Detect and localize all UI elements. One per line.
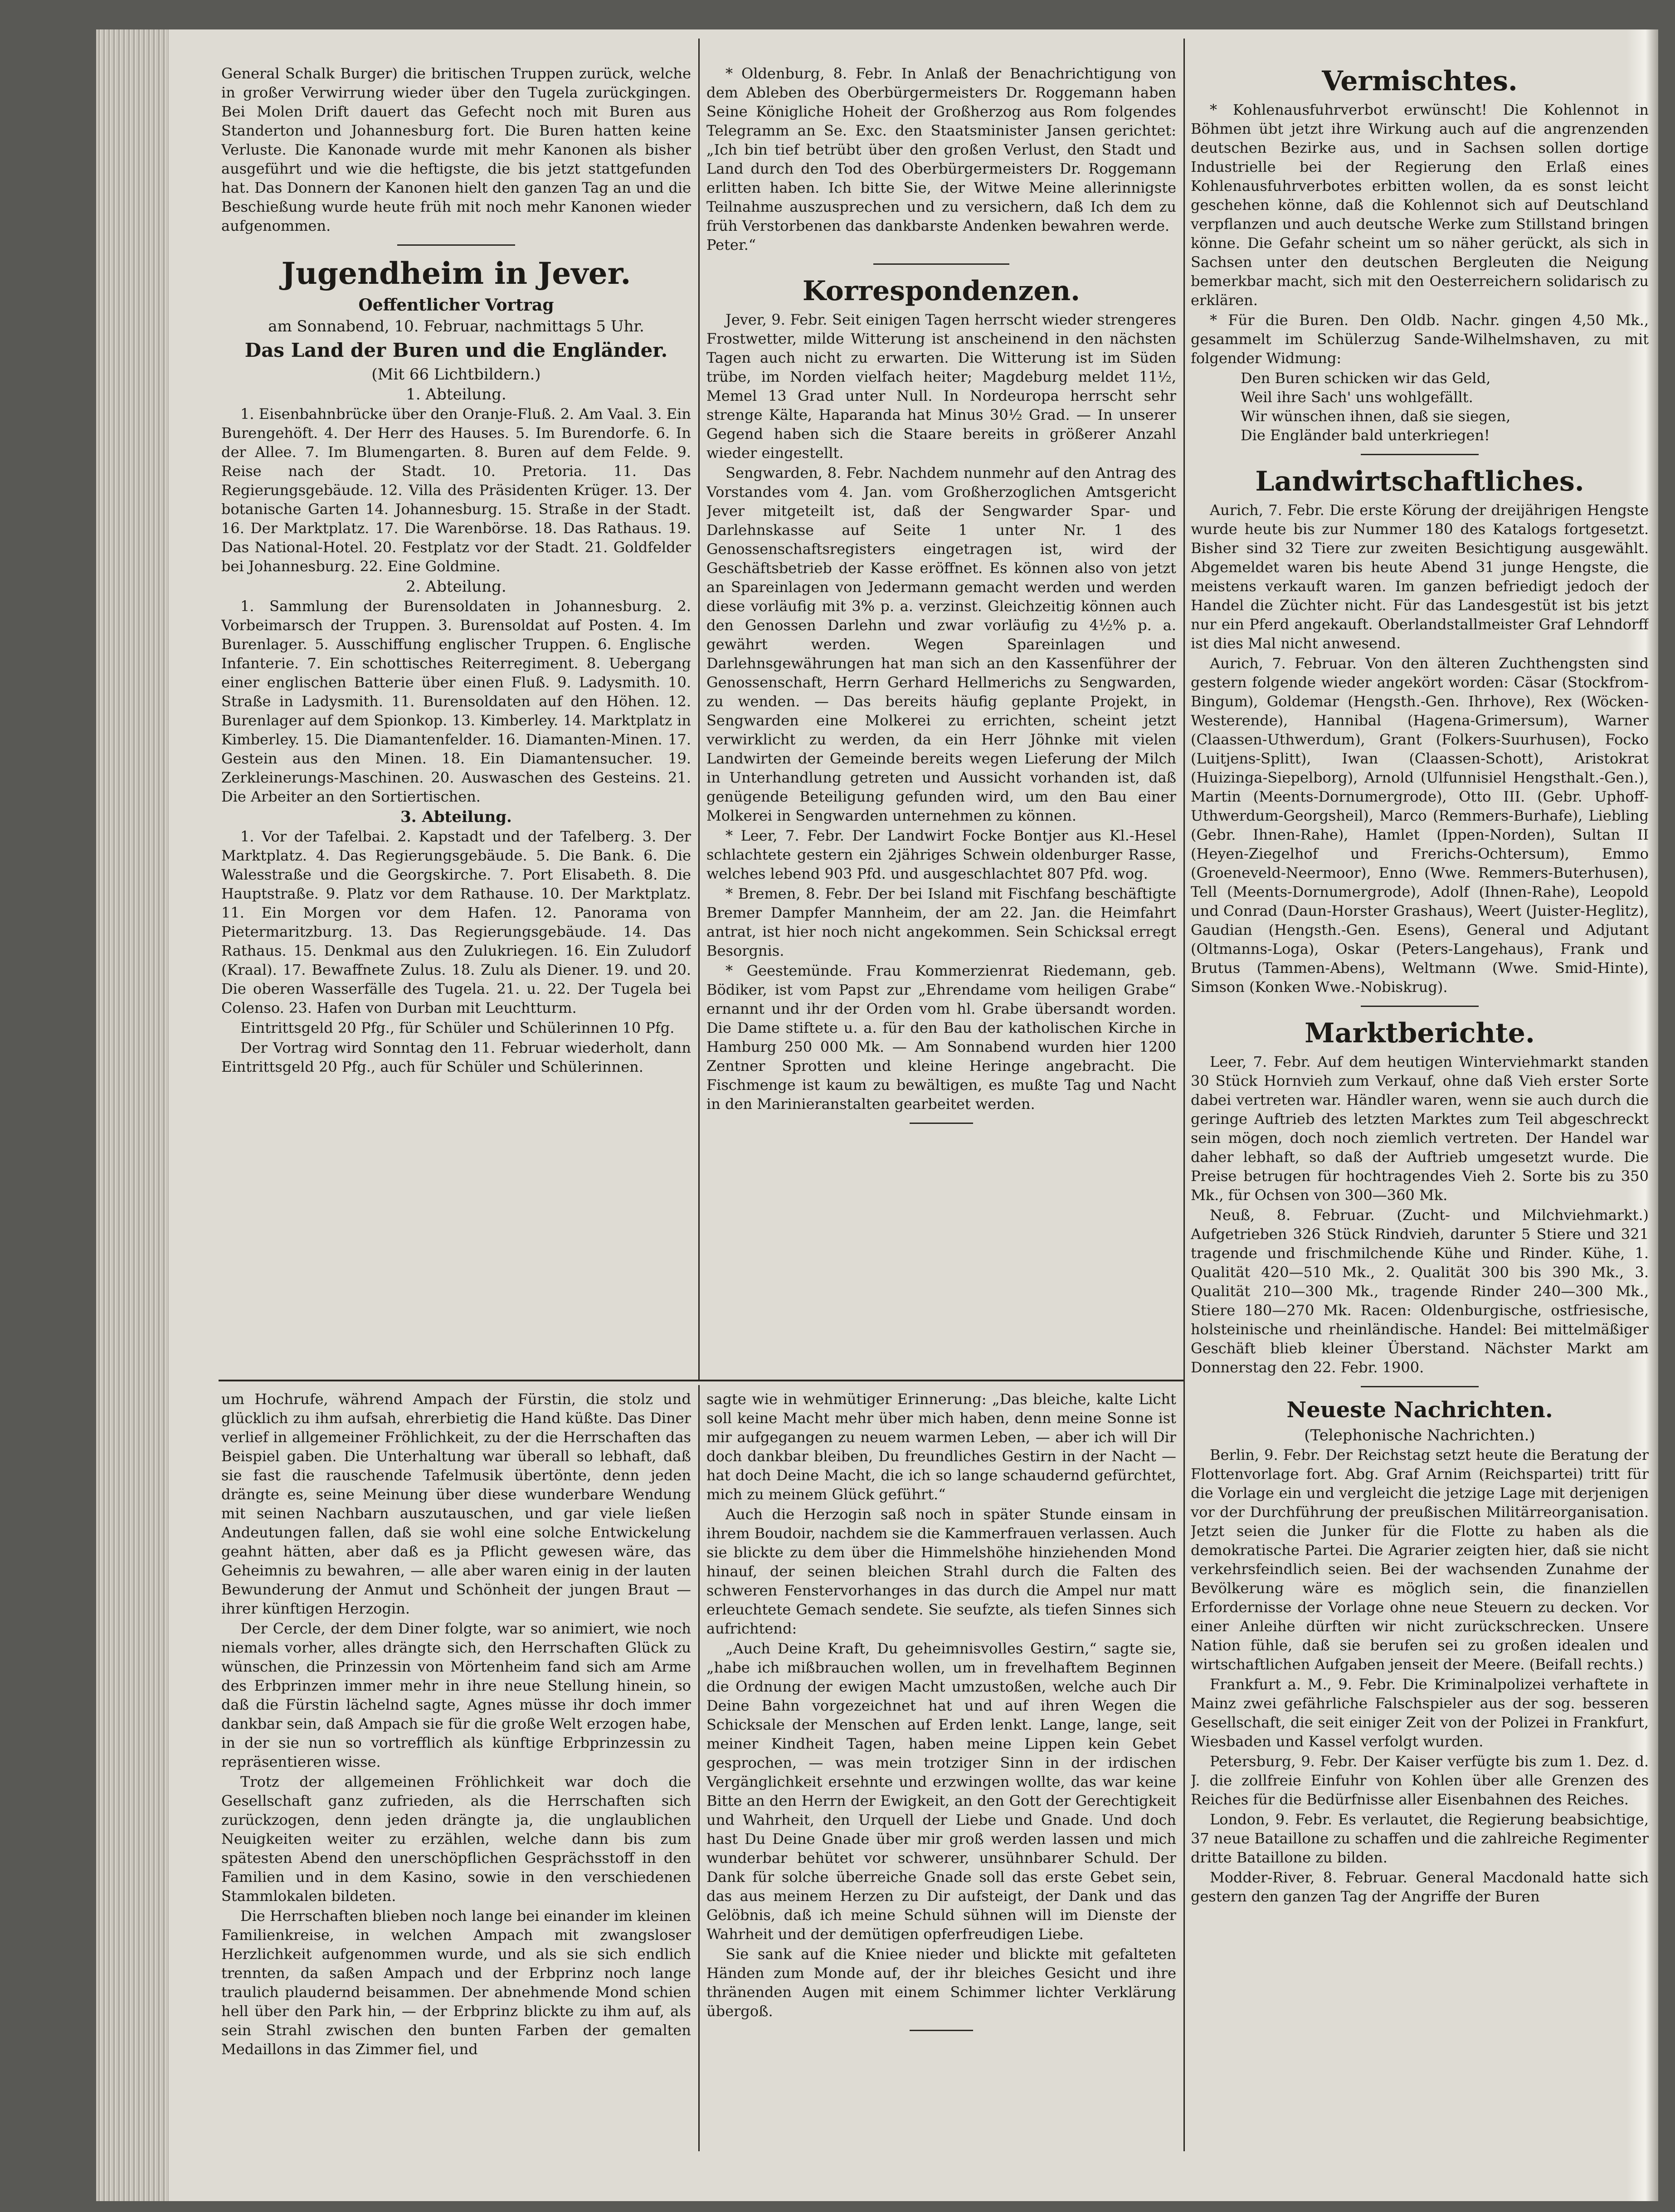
leer-markt-text: Leer, 7. Febr. Auf dem heutigen Winterviehmarkt standen 30 Stück Hornvieh zum Verkauf, ohne daß Vieh erster Sorte dabei vertreten war. Händler waren, wenn sie auch durch die geringe Auftrieb des letzten Marktes zum Teil abgeschreckt sein mögen, doch noch ziemlich vertreten. Der Handel war daher lebhaft, so daß der Auftrieb umgesetzt wurde. Die Preise betrugen für hochtragendes Vieh 2. Sorte bis zu 350 Mk., für Ochsen von 300—360 Mk. — [1191, 1053, 1649, 1204]
war-report-text: General Schalk Burger) die britischen Truppen zurück, welche in großer Verwirrung wieder über den Tugela zurückgingen. Bei Molen Drift dauert das Gefecht noch mit Buren aus Standerton und Johannesburg fort. Die Buren hatten keine Verluste. Die Kanonade wurde mit mehr Kanonen als bisher ausgeführt und wie die heftigste, die bis jetzt stattgefunden hat. Das Donnern der Kanonen hielt den ganzen Tag an und die Beschießung wurde heute früh mit noch mehr Kanonen wieder aufgenommen. — [221, 65, 691, 234]
separator — [910, 1123, 973, 1124]
vortrag-heading: Oeffentlicher Vortrag — [358, 296, 554, 315]
buren-verse: Den Buren schicken wir das Geld, Weil ihre Sach' uns wohlgefällt. Wir wünschen ihnen, daß sie siegen, Die Engländer bald unterkriegen! — [1241, 369, 1511, 444]
modder-river-text: Modder-River, 8. Februar. General Macdonald hatte sich gestern den ganzen Tag der Angriffe der Buren — [1191, 1869, 1649, 1905]
kohlen-text: * Kohlenausfuhrverbot erwünscht! Die Kohlennot in Böhmen übt jetzt ihre Wirkung auch auf die angrenzenden deutschen Bezirke aus, und in Sachsen sollen dortige Industrielle bei der Regierung den Erlaß eines Kohlenausfuhrverbotes erbitten wollen, da es sonst leicht geschehen könne, daß die Kohlennot sich auf Deutschland verpflanzen und auch deutsche Werke zum Stillstand bringen könne. Die Gefahr scheint um so näher gerückt, als sich in Sachsen unter den deutschen Bergleuten die Neigung bemerkbar macht, sich mit den Oesterreichern solidarisch zu erklären. — [1191, 101, 1649, 309]
london-text: London, 9. Febr. Es verlautet, die Regierung beabsichtige, 37 neue Bataillone zu schaffen und die zahlreiche Regimenter dritte Bataillone zu bilden. — [1191, 1811, 1649, 1866]
aurich-2-text: Aurich, 7. Februar. Von den älteren Zuchthengsten sind gestern folgende wieder angekört worden: Cäsar (Stockfrom-Bingum), Goldemar (Hengsth.-Gen. Ihrhove), Rex (Wöcken-Westerende), Hannibal (Hagena-Grimersum), Warner (Claassen-Uthwerdum), Grant (Folkers-Suurhusen), Focko (Luitjens-Splitt), Iwan (Claassen-Schott), Aristokrat (Huizinga-Siepelborg), Arnold (Ulfunnisiel Hengsthalt.-Gen.), Martin (Meents-Dornumergrode), Otto III. (Gebr. Uphoff-Uthwerdum-Georgsheil), Marco (Remmers-Burhafe), Liebling (Gebr. Ihnen-Rahe), Hamlet (Ippen-Norden), Sultan II (Heyen-Ziegelhof und Frerichs-Ochtersum), Emmo (Groeneveld-Neermoor), Enno (Wwe. Remmers-Buterhusen), Tell (Meents-Dornumergrode), Adolf (Ihnen-Rahe), Leopold und Conrad (Daun-Horster Grashaus), Weert (Juister-Heglitz), Gaudian (Hengsth.-Gen. Esens), General und Adjutant (Oltmanns-Loga), Oskar (Peters-Langehaus), Frank und Brutus (Tammen-Abens), Weltmann (Wwe. Smid-Hinte), Simson (Konken Wwe.-Nobiskrug). — [1191, 655, 1649, 996]
jugendheim-title: Jugendheim in Jever. — [281, 256, 631, 291]
buren-text: * Für die Buren. Den Oldb. Nachr. gingen 4,50 Mk., gesammelt im Schülerzug Sande-Wilhelmshaven, zu mit folgender Widmung: — [1191, 311, 1649, 367]
neueste-subtitle: (Telephonische Nachrichten.) — [1304, 1426, 1535, 1444]
separator — [397, 244, 515, 246]
feuilleton-column-1 — [221, 1390, 691, 2156]
vermischtes-title: Vermischtes. — [1322, 65, 1518, 97]
page-edge-stack — [96, 29, 169, 2201]
abteilung-3-heading: 3. Abteilung. — [400, 808, 512, 826]
feuilleton-paragraph: um Hochrufe, während Ampach der Fürstin, die stolz und glücklich zu ihm aufsah, ehrerbietig die Hand küßte. Das Diner verlief in allgemeiner Fröhlichkeit, zu der die Herrschaften das Beispiel gaben. Die Unterhaltung war überall so lebhaft, daß sie fast die rauschende Tafelmusik übertönte, denn jeden drängte es, seine Meinung über diese wunderbare Wendung mit seinen Nachbarn auszutauschen, und gar viele ließen Andeutungen fallen, daß sie wohl eine solche Entwickelung geahnt hätten, aber daß es ja Pflicht gewesen wäre, das Geheimnis zu bewahren, — alle aber waren einig in der lauten Bewunderung der Anmut und Schönheit der jungen Braut — ihrer künftigen Herzogin. — [221, 1390, 691, 1617]
feuilleton-paragraph: Auch die Herzogin saß noch in später Stunde einsam in ihrem Boudoir, nachdem sie die Kammerfrauen verlassen. Auch sie blickte zu dem über die Himmelshöhe hinziehenden Mond hinauf, der seinen bleichen Strahl durch die Falten des schweren Fenstervorhanges in das durch die Ampel nur matt erleuchtete Gemach sendete. Sie seufzte, als tiefen Sinnes sich aufrichtend: — [706, 1506, 1176, 1637]
korrespondenzen-title: Korrespondenzen. — [802, 275, 1081, 307]
separator — [873, 263, 1009, 265]
frankfurt-text: Frankfurt a. M., 9. Febr. Die Kriminalpolizei verhaftete in Mainz zwei gefährliche Falschspieler aus der sog. besseren Gesellschaft, die seit einiger Zeit von der Polizei in Frankfurt, Wiesbaden und Kassel verfolgt wurden. — [1191, 1676, 1649, 1750]
column-3 — [1191, 64, 1649, 2159]
aurich-1-text: Aurich, 7. Febr. Die erste Körung der dreijährigen Hengste wurde heute bis zur Nummer 180 des Katalogs fortgesetzt. Bisher sind 32 Tiere zur zweiten Besichtigung ausgewählt. Abgemeldet waren bis heute Abend 31 junge Hengste, die meistens verkauft waren. Im ganzen befriedigt jedoch der Handel die Züchter nicht. Für das Landesgestüt ist bis jetzt nur ein Pferd angekauft. Oberlandstallmeister Graf Lehndorff ist dies Mal nicht anwesend. — [1191, 501, 1649, 652]
neuss-markt-text: Neuß, 8. Februar. (Zucht- und Milchviehmarkt.) Aufgetrieben 326 Stück Rindvieh, darunter 5 Stiere und 321 tragende und frischmilchende Kühe und Rinder. Kühe, 1. Qualität 420—510 Mk., 2. Qualität 300 bis 390 Mk., 3. Qualität 210—300 Mk., tragende Rinder 240—300 Mk., Stiere 180—270 Mk. Racen: Oldenburgische, ostfriesische, holsteinische und rheinländische. Handel: Bei mittelmäßiger Geschäft blieb kleiner Überstand. Nächster Markt am Donnerstag den 22. Febr. 1900. — [1191, 1206, 1649, 1376]
feuilleton-paragraph: „Auch Deine Kraft, Du geheimnisvolles Gestirn,“ sagte sie, „habe ich mißbrauchen wollen, um in frevelhaftem Beginnen die Ordnung der ewigen Macht umzustoßen, welche auch Dir Deine Bahn vorgezeichnet hat und auf ihren Wegen die Schicksale der Menschen auf Erden lenkt. Lange, lange, seit meiner Kindheit Tagen, haben meine Lippen kein Gebet gesprochen, — was mein trotziger Sinn in der irdischen Vergänglichkeit ersehnte und erzwingen wollte, das war keine Bitte an den Herrn der Ewigkeit, an den Gott der Gerechtigkeit und Wahrheit, den Urquell der Liebe und Gnade. Und doch hast Du Deine Gnade über mir groß werden lassen und mich wunderbar behütet vor schwerer, unsühnbarer Schuld. Der Dank für solche überreiche Gnade soll das erste Gebet sein, das aus meinem Herzen zu Dir aufsteigt, der Dank und das Gelöbnis, daß ich meine Schuld sühnen will im Dienste der Wahrheit und der demütigen opferfreudigen Liebe. — [706, 1640, 1176, 1943]
feuilleton-paragraph: Die Herrschaften blieben noch lange bei einander im kleinen Familienkreise, in welchen Ampach mit zwangsloser Herzlichkeit aufgenommen wurde, und als sie sich endlich trennten, da saßen Ampach und der Erbprinz noch lange traulich plaudernd beisammen. Der abnehmende Mond schien hell über den Park hin, — der Erbprinz blickte zu ihm auf, als sein Strahl zwischen den bunten Farben der gemalten Medaillons in das Zimmer fiel, und — [221, 1907, 691, 2058]
vortrag-subject: Das Land der Buren und die Engländer. — [244, 339, 668, 361]
column-2 — [706, 64, 1176, 1374]
berlin-text: Berlin, 9. Febr. Der Reichstag setzt heute die Beratung der Flottenvorlage fort. Abg. Graf Arnim (Reichspartei) tritt für die Vorlage ein und vergleicht die jetzige Lage mit derjenigen vor der Durchführung der preußischen Militärreorganisation. Jetzt seien die Junker für die Flotte zu haben als die demokratische Partei. Die Agrarier zeigten hier, daß sie nicht verkehrsfeindlich seien. Bei der wachsenden Zunahme der Bevölkerung wäre es möglich sein, die finanziellen Erfordernisse der Vorlage ohne neue Steuern zu decken. Vor einer Anleihe dürften wir nicht zurückschrecken. Unsere Nation fühle, daß sie berufen sei zu großen idealen und wirtschaftlichen Aufgaben jenseit der Meere. (Beifall rechts.) — [1191, 1446, 1649, 1673]
separator — [1361, 1386, 1479, 1387]
neueste-title: Neueste Nachrichten. — [1286, 1397, 1553, 1423]
eintrittsgeld: Eintrittsgeld 20 Pfg., für Schüler und Schülerinnen 10 Pfg. — [240, 1019, 675, 1036]
feuilleton-paragraph: Sie sank auf die Kniee nieder und blickte mit gefalteten Händen zum Monde auf, der ihr bleiches Gesicht und ihre thränenden Augen mit einem Schimmer lichter Verklärung übergoß. — [706, 1945, 1176, 2020]
abteilung-3-text: 1. Vor der Tafelbai. 2. Kapstadt und der Tafelberg. 3. Der Marktplatz. 4. Das Regierungsgebäude. 5. Die Bank. 6. Die Walesstraße und die Georgskirche. 7. Port Elisabeth. 8. Die Hauptstraße. 9. Platz vor dem Rathause. 10. Der Marktplatz. 11. Ein Morgen vor dem Hafen. 12. Panorama von Pietermaritzburg. 13. Das Regierungsgebäude. 14. Das Rathaus. 15. Denkmal aus den Zulukriegen. 16. Ein Zuludorf (Kraal). 17. Bewaffnete Zulus. 18. Zulu als Diener. 19. und 20. Die oberen Wasserfälle des Tugela. 21. u. 22. Der Tugela bei Colenso. 23. Hafen von Durban mit Leuchtturm. — [221, 828, 691, 1016]
abteilung-1-text: 1. Eisenbahnbrücke über den Oranje-Fluß. 2. Am Vaal. 3. Ein Burengehöft. 4. Der Herr des Hauses. 5. Im Burendorfe. 6. In der Allee. 7. Im Blumengarten. 8. Buren auf dem Felde. 9. Reise nach der Stadt. 10. Pretoria. 11. Das Regierungsgebäude. 12. Villa des Präsidenten Krüger. 13. Der botanische Garten 14. Johannesburg. 15. Straße in der Stadt. 16. Der Marktplatz. 17. Die Warenbörse. 18. Das Rathaus. 19. Das National-Hotel. 20. Festplatz vor der Stadt. 21. Goldfelder bei Johannesburg. 22. Eine Goldmine. — [221, 405, 691, 575]
vortrag-date: am Sonnabend, 10. Februar, nachmittags 5 Uhr. — [268, 317, 644, 335]
column-rule — [698, 39, 700, 1381]
jever-text: Jever, 9. Febr. Seit einigen Tagen herrscht wieder strengeres Frostwetter, milde Witterung ist anscheinend in den nächsten Tagen auch nicht zu erwarten. Die Witterung ist im Süden trübe, im Norden vielfach heiter; Magdeburg meldet 11½, Memel 13 Grad unter Null. In Nordeuropa herrscht sehr strenge Kälte, Haparanda hat Minus 30½ Grad. — In unserer Gegend haben sich die Staare bereits in größerer Anzahl wieder eingestellt. — [706, 311, 1176, 462]
abteilung-1-heading: 1. Abteilung. — [406, 385, 506, 404]
separator — [1361, 454, 1479, 455]
vortrag-bilder: (Mit 66 Lichtbildern.) — [371, 365, 541, 384]
feuilleton-paragraph: Trotz der allgemeinen Fröhlichkeit war doch die Gesellschaft ganz zufrieden, als die Herrschaften sich zurückzogen, denn jeden drängte ja, die unglaublichen Neuigkeiten weiter zu erzählen, welche dann bis zum spätesten Abend den unerschöpflichen Gesprächsstoff in den Familien und in dem Kasino, sowie in den verschiedenen Stammlokalen bildeten. — [221, 1773, 691, 1905]
column-1 — [221, 64, 691, 1374]
abteilung-2-heading: 2. Abteilung. — [406, 578, 506, 596]
column-rule — [698, 1385, 700, 2151]
sengwarden-text: Sengwarden, 8. Febr. Nachdem nunmehr auf den Antrag des Vorstandes vom 4. Jan. vom Großherzoglichen Amtsgericht Jever mitgeteilt ist, daß der Sengwarder Spar- und Darlehnskasse auf Seite 1 unter Nr. 1 des Genossenschaftsregisters eingetragen ist, wird der Geschäftsbetrieb der Kasse eröffnet. Es können also von jetzt an Spareinlagen von Jedermann gemacht werden und werden diese vorläufig mit 3% p. a. verzinst. Gleichzeitig können auch den Genossen Darlehn und zwar vorläufig zu 4½% p. a. gewährt werden. Wegen Spareinlagen und Darlehnsgewährungen hat man sich an den Kassenführer der Genossenschaft, Herrn Gerhard Hellmerichs zu Sengwarden, zu wenden. — Das bereits häufig geplante Projekt, in Sengwarden eine Molkerei zu errichten, scheint jetzt verwirklicht zu werden, da ein Herr Jöhnke mit vielen Landwirten der Gemeinde bereits wegen Lieferung der Milch in Unterhandlung getreten und Aussicht vorhanden ist, daß genügende Beteiligung gefunden wird, um den Bau einer Molkerei in Sengwarden unternehmen zu können. — [706, 464, 1176, 824]
oldenburg-text: * Oldenburg, 8. Febr. In Anlaß der Benachrichtigung von dem Ableben des Oberbürgermeisters Dr. Roggemann haben Seine Königliche Hoheit der Großherzog aus Rom folgendes Telegramm an Se. Exc. den Staatsminister Jansen gerichtet: „Ich bin tief betrübt über den großen Verlust, den Stadt und Land durch den Tod des Oberbürgermeisters Dr. Roggemann erlitten haben. Ich bitte Sie, der Witwe Meine allerinnigste Teilnahme auszusprechen und zu versichern, daß Ich dem zu früh Verstorbenen das dankbarste Andenken bewahren werde. Peter.“ — [706, 65, 1176, 253]
marktberichte-title: Marktberichte. — [1305, 1017, 1535, 1049]
abteilung-2-text: 1. Sammlung der Burensoldaten in Johannesburg. 2. Vorbeimarsch der Truppen. 3. Burensoldat auf Posten. 4. Im Burenlager. 5. Ausschiffung englischer Truppen. 6. Englische Infanterie. 7. Ein schottisches Reiterregiment. 8. Uebergang einer englischen Batterie über einen Fluß. 9. Ladysmith. 10. Straße in Ladysmith. 11. Burensoldaten auf den Höhen. 12. Burenlager auf dem Spionkop. 13. Kimberley. 14. Marktplatz in Kimberley. 15. Die Diamantenfelder. 16. Diamanten-Minen. 17. Gestein aus den Minen. 18. Ein Diamantensucher. 19. Zerkleinerungs-Maschinen. 20. Auswaschen des Gesteins. 21. Die Arbeiter an den Sortiertischen. — [221, 598, 691, 805]
wiederholung: Der Vortrag wird Sonntag den 11. Februar wiederholt, dann Eintrittsgeld 20 Pfg., auch für Schüler und Schülerinnen. — [221, 1039, 691, 1075]
feuilleton-paragraph: Der Cercle, der dem Diner folgte, war so animiert, wie noch niemals vorher, alles drängte sich, den Herrschaften Glück zu wünschen, die Prinzessin von Mörtenheim fand sich am Arme des Erbprinzen immer mehr in ihre neue Stellung hinein, so daß die Fürstin lächelnd sagte, Agnes müsse ihr doch immer dankbar sein, daß Ampach sie für die große Welt erzogen habe, in der sie nun so vortrefflich als künftige Erbprinzessin zu repräsentieren wisse. — [221, 1620, 691, 1770]
separator — [1361, 1006, 1479, 1007]
newspaper-page — [96, 29, 1658, 2201]
column-rule — [1183, 39, 1185, 2151]
feuilleton-paragraph: sagte wie in wehmütiger Erinnerung: „Das bleiche, kalte Licht soll keine Macht mehr über mich haben, denn meine Sonne ist mir aufgegangen zu neuem warmen Leben, — aber ich will Dir doch dankbar bleiben, Du freundliches Gestirn in der Nacht — hat doch Deine Macht, die ich so lange schaudernd gefürchtet, mich zu meinem Glück geführt.“ — [706, 1390, 1176, 1503]
geestemuende-text: * Geestemünde. Frau Kommerzienrat Riedemann, geb. Bödiker, ist vom Papst zur „Ehrendame vom heiligen Grabe“ ernannt und ihr der Orden vom hl. Grabe übersandt worden. Die Dame stiftete u. a. für den Bau der katholischen Kirche in Hamburg 250 000 Mk. — Am Sonnabend wurden hier 1200 Zentner Sprotten und kleine Heringe angebracht. Die Fischmenge ist kaum zu bewältigen, es mußte Tag und Nacht in den Marinieranstalten gearbeitet werden. — [706, 962, 1176, 1113]
landwirtschaft-title: Landwirtschaftliches. — [1255, 466, 1584, 497]
petersburg-text: Petersburg, 9. Febr. Der Kaiser verfügte bis zum 1. Dez. d. J. die zollfreie Einfuhr von Kohlen über alle Grenzen des Reiches für die Bedürfnisse aller Eisenbahnen des Reiches. — [1191, 1753, 1649, 1808]
feuilleton-rule — [219, 1380, 1184, 1381]
bremen-text: * Bremen, 8. Febr. Der bei Island mit Fischfang beschäftigte Bremer Dampfer Mannheim, der am 22. Jan. die Heimfahrt antrat, ist hier noch nicht angekommen. Sein Schicksal erregt Besorgnis. — [706, 885, 1176, 959]
separator — [910, 2030, 973, 2031]
feuilleton-column-2 — [706, 1390, 1176, 2156]
leer-text: * Leer, 7. Febr. Der Landwirt Focke Bontjer aus Kl.-Hesel schlachtete gestern ein 2jähriges Schwein oldenburger Rasse, welches lebend 903 Pfd. und ausgeschlachtet 807 Pfd. wog. — [706, 827, 1176, 882]
